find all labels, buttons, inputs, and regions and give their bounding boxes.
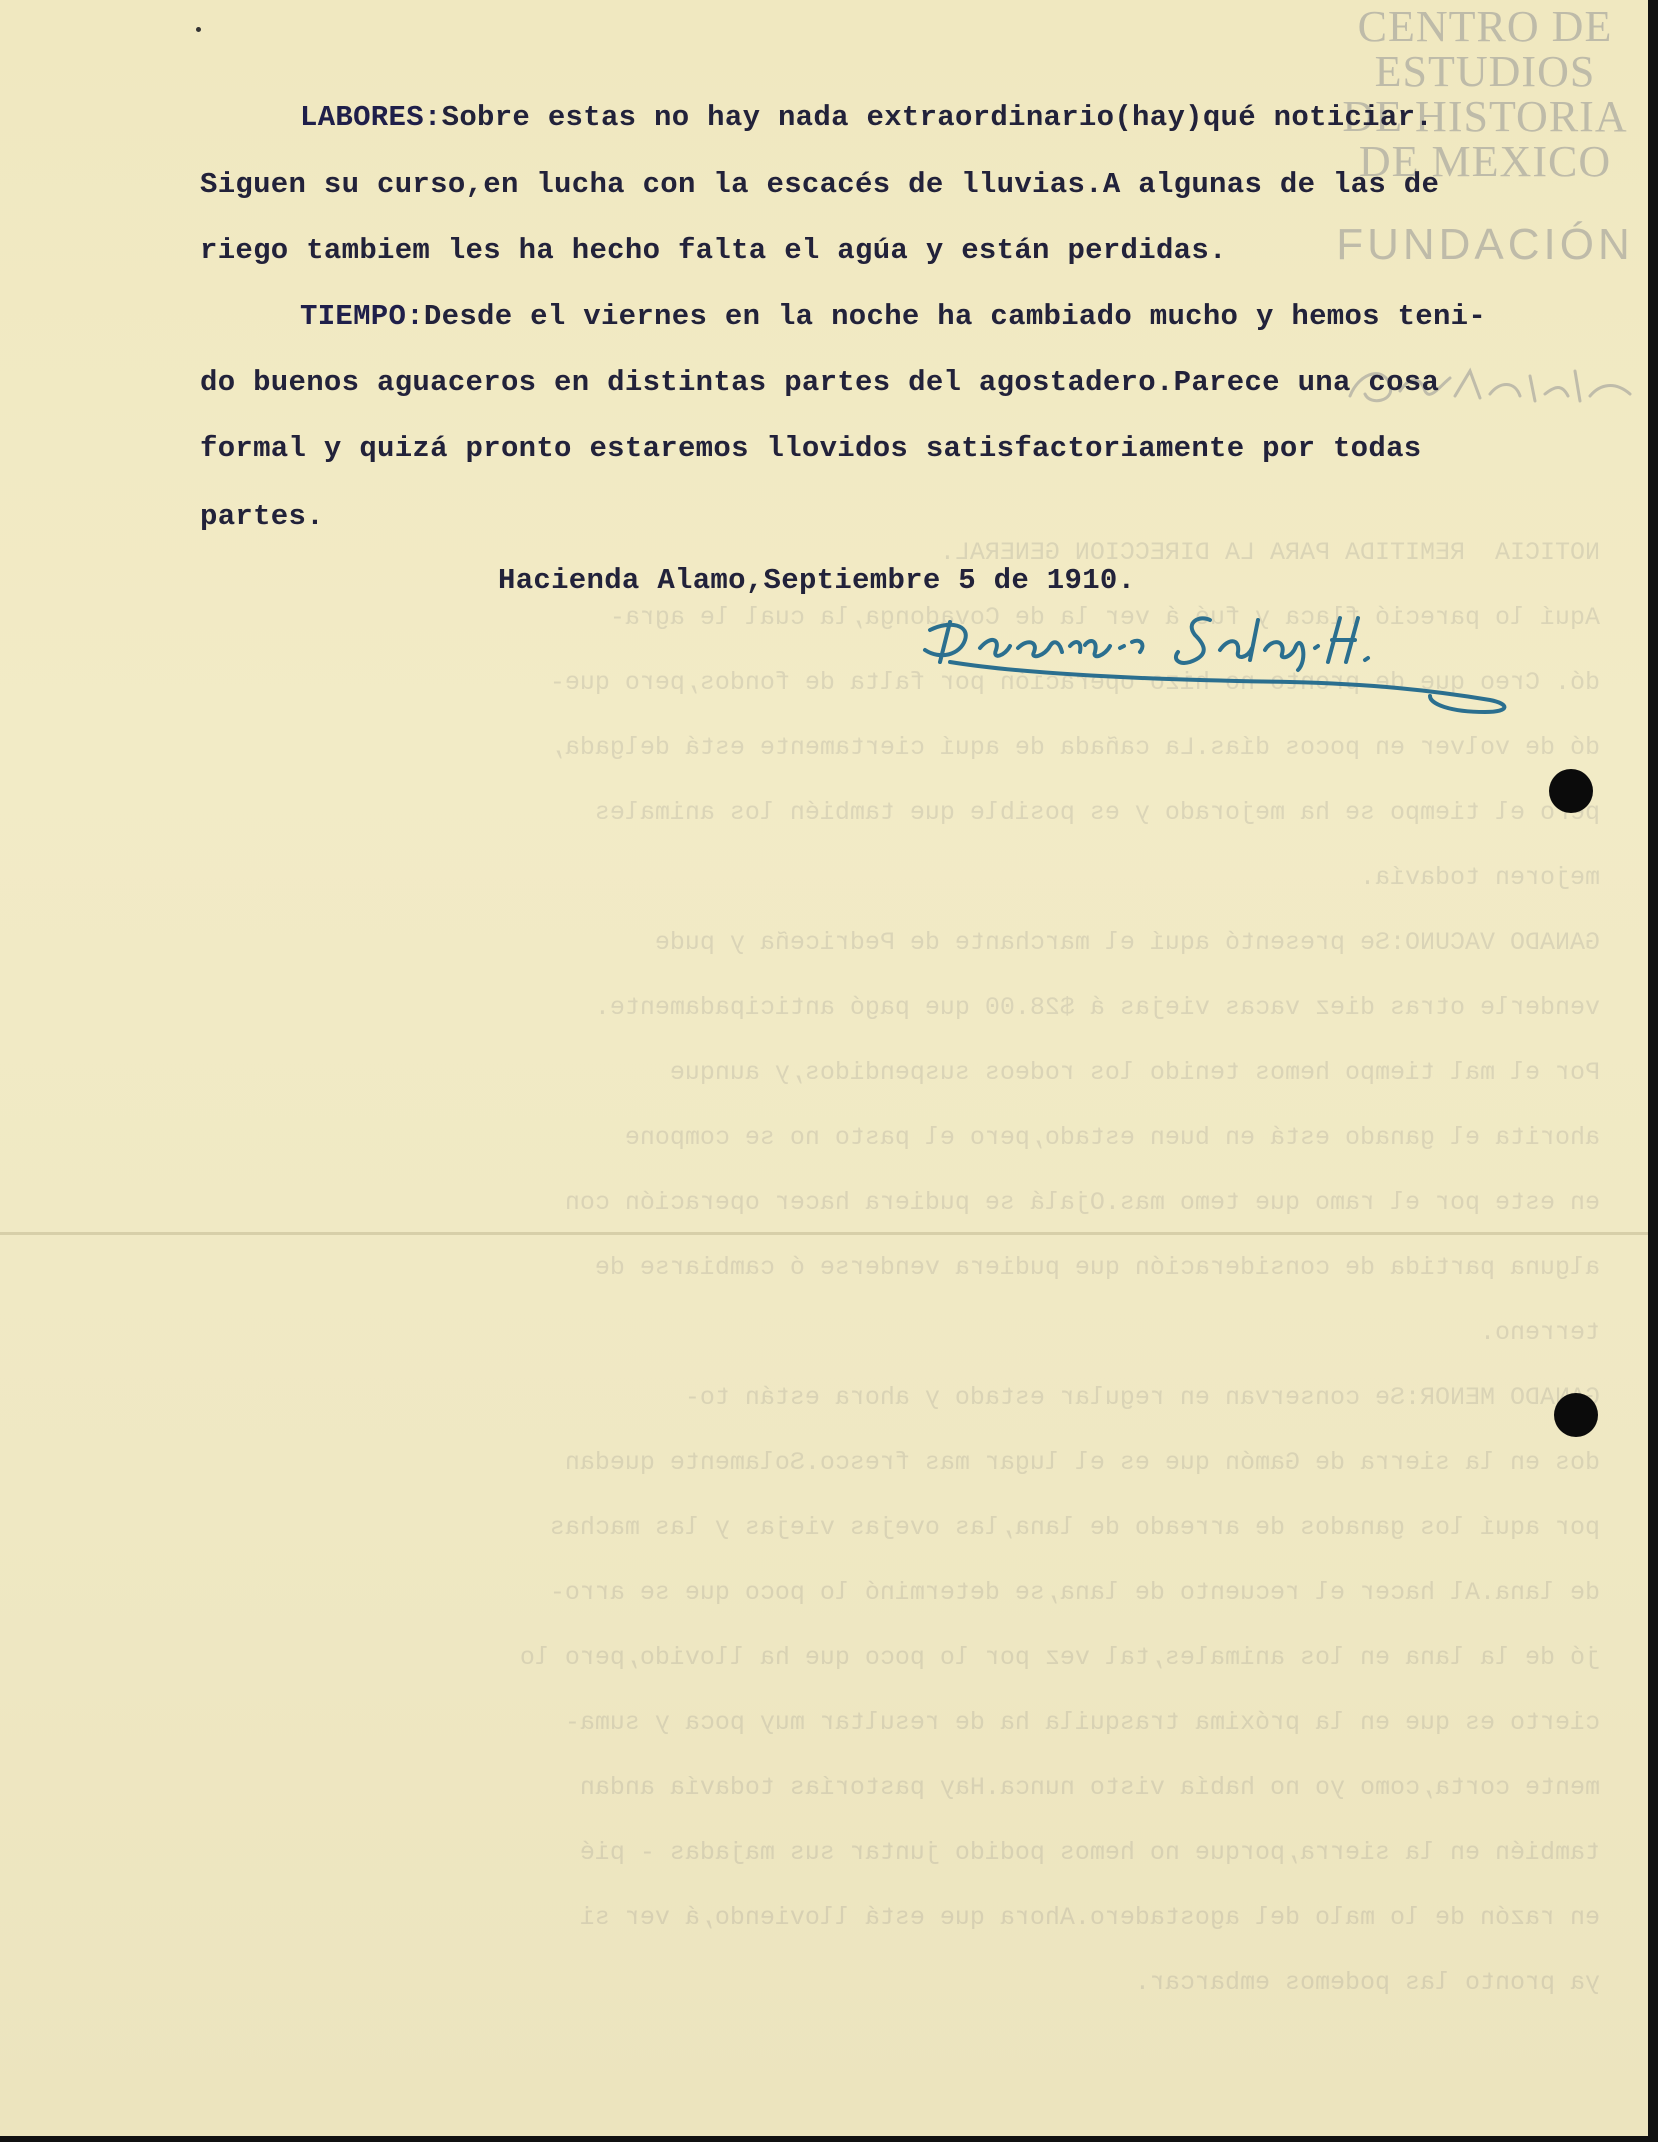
watermark-foundation: FUNDACIÓN — [1336, 220, 1634, 269]
labores-line-3: riego tambiem les ha hecho falta el agúa y están perdidas. — [200, 234, 1227, 267]
labores-line-2: Siguen su curso,en lucha con la escacés de lluvias.A algunas de las de — [200, 168, 1440, 201]
place-date: Hacienda Alamo,Septiembre 5 de 1910. — [498, 564, 1136, 597]
watermark-line: DE HISTORIA — [1342, 92, 1628, 141]
tiempo-line-3: formal y quizá pronto estaremos llovidos satisfactoriamente por todas — [200, 432, 1422, 465]
paper-fold — [0, 1232, 1648, 1235]
watermark-line: ESTUDIOS — [1374, 47, 1596, 96]
bleed-through-text: NOTICIA REMITIDA PARA LA DIRECCION GENERAL. Aquí lo pareció flaca y fué á ver la de Covadonga,la cual le agra- dó. Creo que de pronto no hizo operación por falta de fondos,pero que- dó de volver en pocos días.La cañada de aquí ciertamente está delgada, el tiempo se ha mejorado y es posible que también los animales mejoren todavía. GANADO VACUNO:Se presentó aquí el marchante de Pedriceña y pude venderle otras diez vacas viejas á $28.00 que pagó anticipadamente. Por el mal tiempo hemos tenido los rodeos suspendidos,y aunque ahorita el ganado está en buen estado,pero el pasto no se compone en este por el ramo que temo mas.Ojalá se pudiera hacer operación con alguna partida de consideración que pudiera venderse ó cambiarse de terreno. GANADO MENOR:Se conservan en regular estado y ahora están to- dos en la sierra de Gamón que es el lugar mas fresco.Solamente quedan por aquí los ganados de arreado de lana,las ovejas viejas y las machas de lana.Al hacer el recuento de lana,se determinó lo poco que se arro- jó de la lana en los animales,tal vez por lo poco que ha llovido,pero lo cierto es que en la próxima trasquila ha de resultar muy poca y suma- mente corta,como yo no había visto nunca.Hay pastorías todavía andan también en la sierra,porque no hemos podido juntar sus majadas - pié en razón de lo malo del agostadero.Ahora que está lloviendo,á ver si ya pronto las podemos embarcar. — [519, 538, 1600, 1997]
tiempo-line-4: partes. — [200, 500, 324, 533]
tiempo-line-2: do buenos aguaceros en distintas partes del agostadero.Parece una cosa — [200, 366, 1440, 399]
scan-border-bottom — [0, 2136, 1658, 2142]
archive-watermark — [1320, 4, 1650, 267]
scan-border-right — [1648, 0, 1658, 2142]
tiempo-heading: TIEMPO: — [300, 300, 424, 333]
labores-text: Sobre estas no hay nada extraordinario(hay)qué noticiar. — [441, 101, 1433, 134]
labores-line-1 — [300, 101, 1433, 134]
labores-heading: LABORES: — [300, 101, 442, 134]
tiempo-line-1 — [300, 300, 1486, 333]
punch-hole-top — [1549, 769, 1593, 813]
watermark-line: DE MEXICO — [1358, 137, 1612, 186]
handwritten-signature — [910, 600, 1520, 730]
watermark-line: CENTRO DE — [1357, 2, 1613, 51]
tiempo-text: Desde el viernes en la noche ha cambiado mucho y hemos teni- — [423, 300, 1487, 333]
punch-hole-bottom — [1554, 1393, 1598, 1437]
ink-mark — [196, 27, 201, 32]
